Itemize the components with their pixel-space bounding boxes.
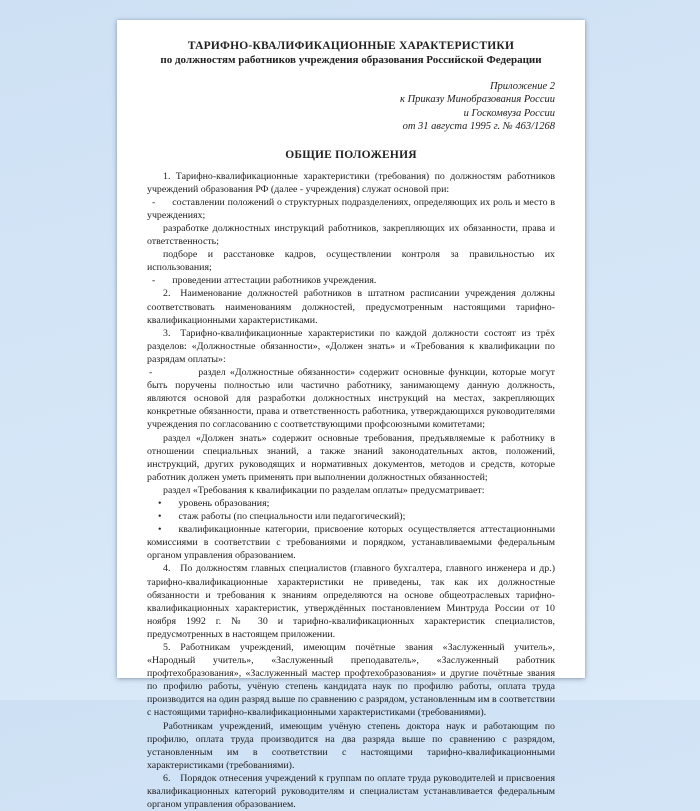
section-heading: ОБЩИЕ ПОЛОЖЕНИЯ — [285, 148, 417, 161]
paragraph — [147, 274, 555, 287]
paragraph — [147, 196, 555, 222]
dash-marker: - — [149, 367, 153, 379]
paragraph-text: 2. Наименование должностей работников в штатном расписании учреждения должны соответствовать наименованиям должностей, предусмотренным настоящими тарифно-квалификационными характеристиками. — [147, 288, 555, 326]
paragraph-text: 4. По должностям главных специалистов (главного бухгалтера, главного инженера и др.) тарифно-квалификационные характеристики не приведены, так как их должностные обязанности и требования к знаниям определяются на основе общеотраслевых тарифно-квалификационных характеристик, утверждённых постановлением Минтруда России от 10 ноября 1992 г. № 30 и тарифно-квалификационных характеристик специалистов, предусмотренных в настоящем приложении. — [147, 563, 555, 640]
paragraph-text: составлении положений о структурных подразделениях, определяющих их роль и место в учреждениях; — [147, 196, 555, 221]
dash-marker: - — [152, 196, 156, 208]
paragraph-text: раздел «Требования к квалификации по разделам оплаты» предусматривает: — [163, 484, 485, 496]
paragraph-text: раздел «Должностные обязанности» содержит основные функции, которые могут быть поручены полностью или частично работнику, занимающему данную должность, являются основой для разработки должностных инструкций на местах, закрепляющих конкретные обязанности, права и ответственность работника, утверждающихся руководителями учреждения по согласованию с соответствующими профсоюзными комитетами; — [147, 367, 555, 431]
paragraph — [147, 287, 555, 326]
paragraph — [147, 772, 555, 811]
paragraph-text: проведении аттестации работников учреждения. — [172, 275, 377, 287]
paragraph-text: 5. Работникам учреждений, имеющим почётные звания «Заслуженный учитель», «Народный учитель», «Заслуженный преподаватель», «Заслуженный работник профтехобразования», «Заслуженный мастер профтехобразования» и другие почётные звания по профилю работы, учёную степень кандидата наук по профилю работы, оплата труда производится на один разряд выше по сравнению с разрядом, установленным им в соответствии с настоящими тарифно-квалификационными характеристиками (требованиями). — [147, 642, 555, 719]
bullet-marker: • — [158, 511, 162, 523]
paragraph — [147, 562, 555, 641]
paragraph — [147, 720, 555, 772]
title-line-2: по должностям работников учреждения образования Российской Федерации — [160, 54, 542, 66]
body-paragraphs — [147, 170, 555, 811]
paragraph — [147, 432, 555, 484]
paragraph-text: 1. Тарифно-квалификационные характеристики (требования) по должностям работников учреждений образования РФ (далее - учреждения) служат основой при: — [147, 170, 555, 195]
paragraph-text: 6. Порядок отнесения учреждений к группам по оплате труда руководителей и присвоения квалификационных категорий руководителям и специалистам устанавливается федеральным органом управления образованием. — [147, 772, 555, 811]
document-title — [147, 39, 555, 67]
paragraph — [147, 222, 555, 248]
bullet-marker: • — [158, 497, 162, 509]
paragraph — [147, 170, 555, 196]
document-page — [117, 20, 585, 811]
paragraph — [147, 366, 555, 431]
paragraph — [147, 484, 555, 497]
paragraph-text: подборе и расстановке кадров, осуществлении контроля за правильностью их использования; — [147, 249, 555, 274]
annex-line: к Приказу Минобразования России — [400, 94, 555, 106]
paragraph-text: стаж работы (по специальности или педагогический); — [178, 511, 406, 523]
annex-line: и Госкомвуза России — [463, 107, 555, 119]
paragraph — [147, 497, 555, 510]
bullet-marker: • — [158, 524, 162, 536]
paragraph-text: разработке должностных инструкций работников, закрепляющих их обязанности, права и ответственность; — [147, 223, 555, 248]
annex-line: Приложение 2 — [489, 81, 555, 92]
paragraph — [147, 248, 555, 274]
paragraph-text: квалификационные категории, присвоение которых осуществляется аттестационными комиссиями в соответствии с требованиями и порядком, устанавливаемыми федеральным органом управления образованием. — [147, 524, 555, 562]
dash-marker: - — [152, 275, 156, 287]
annex-block — [147, 80, 555, 134]
paragraph — [147, 327, 555, 366]
paragraph — [147, 523, 555, 562]
annex-line: от 31 августа 1995 г. № 463/1268 — [402, 121, 555, 133]
paragraph-text: Работникам учреждений, имеющим учёную степень доктора наук и работающим по профилю, оплата труда производится на два разряда выше по сравнению с разрядом, установленным им в соответствии с настоящими тарифно-квалификационными характеристиками (требованиями). — [147, 720, 555, 771]
paragraph — [147, 510, 555, 523]
paragraph-text: 3. Тарифно-квалификационные характеристики по каждой должности состоят из трёх разделов: «Должностные обязанности», «Должен знать» и «Требования к квалификации по разрядам оплаты»: — [147, 327, 555, 365]
paragraph-text: уровень образования; — [178, 497, 270, 509]
paragraph — [147, 641, 555, 720]
title-line-1: ТАРИФНО-КВАЛИФИКАЦИОННЫЕ ХАРАКТЕРИСТИКИ — [187, 40, 515, 52]
paragraph-text: раздел «Должен знать» содержит основные требования, предъявляемые к работнику в отношении специальных знаний, а также знаний законодательных актов, положений, инструкций, других руководящих и нормативных документов, методов и средств, которые работник должен уметь применять при выполнении должностных обязанностей; — [147, 432, 555, 483]
